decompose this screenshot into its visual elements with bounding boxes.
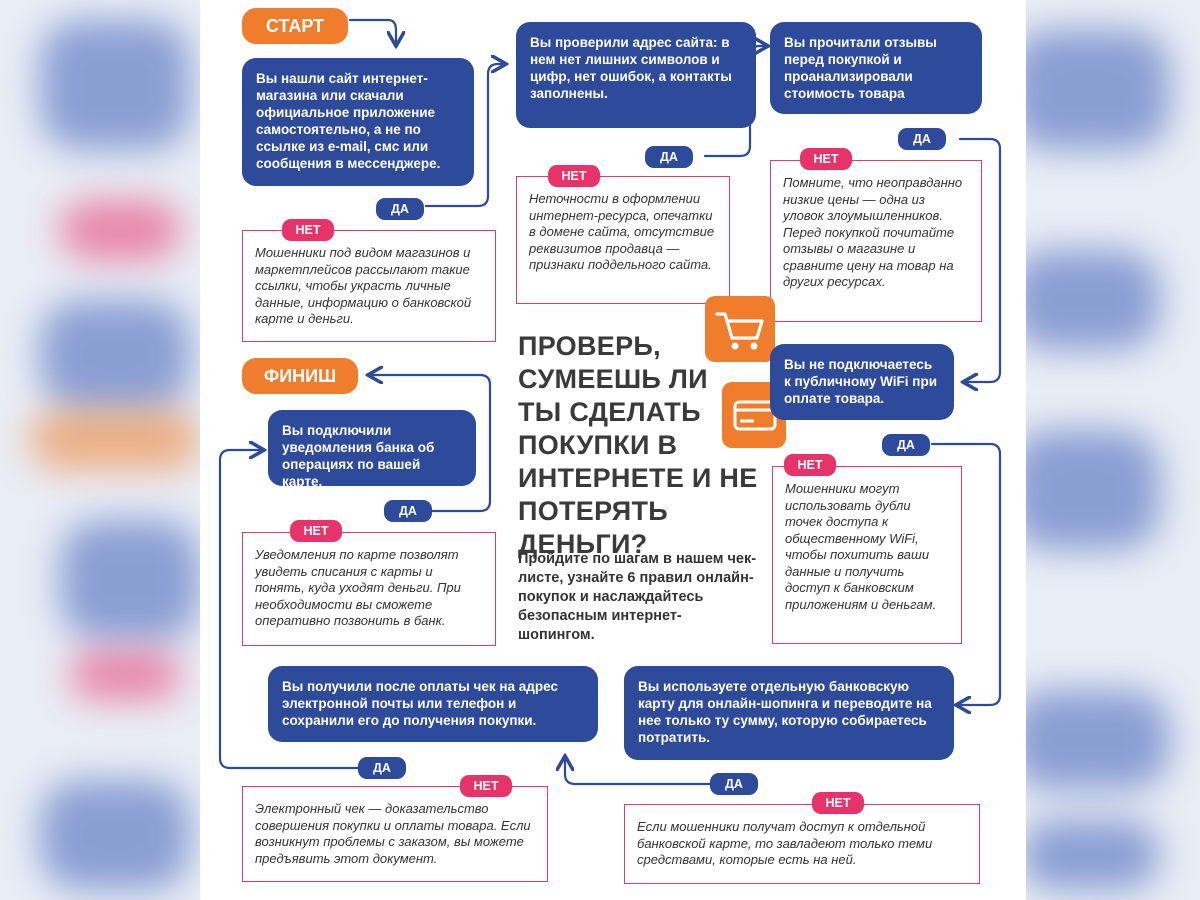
step-1-no: НЕТ: [282, 219, 334, 241]
connector-5-6: [565, 758, 710, 784]
step-6-yes: ДА: [358, 757, 406, 779]
start-label: СТАРТ: [242, 8, 348, 44]
step-2-yes: ДА: [645, 146, 693, 168]
step-7-question: Вы подключили уведомления банка об операциях по вашей карте.: [268, 410, 476, 486]
connector-start: [350, 20, 396, 44]
step-4-no: НЕТ: [784, 454, 836, 476]
step-6-warning: Электронный чек — доказательство совершения покупки и оплаты товара. Если возникнут проблемы с заказом, вы можете предъявить этот документ.: [242, 786, 548, 882]
step-3-warning: Помните, что неоправданно низкие цены — одна из уловок злоумышленников. Перед покупкой почитайте отзывы о магазине и сравните цену на товар на других ресурсах.: [770, 160, 982, 322]
step-4-question: Вы не подключаетесь к публичному WiFi при оплате товара.: [770, 344, 954, 420]
step-3-no: НЕТ: [800, 148, 852, 170]
step-1-warning: Мошенники под видом магазинов и маркетплейсов рассылают такие ссылки, чтобы украсть личные данные, информацию о банковской карте и деньги.: [242, 230, 496, 342]
step-7-warning: Уведомления по карте позволят увидеть списания с карты и понять, куда уходят деньги. При необходимости вы сможете оперативно позвонить в банк.: [242, 532, 496, 646]
step-7-no: НЕТ: [290, 520, 342, 542]
step-7-yes: ДА: [384, 500, 432, 522]
finish-label: ФИНИШ: [242, 358, 358, 394]
step-5-no: НЕТ: [812, 792, 864, 814]
step-2-no: НЕТ: [548, 165, 600, 187]
step-1-question: Вы нашли сайт интернет-магазина или скачали официальное приложение самостоятельно, а не по ссылке из e-mail, смс или сообщения в мессенджере.: [242, 58, 474, 186]
step-3-question: Вы прочитали отзывы перед покупкой и проанализировали стоимость товара: [770, 22, 982, 114]
page-subtitle: Пройдите по шагам в нашем чек-листе, узнайте 6 правил онлайн-покупок и наслаждайтесь безопасным интернет-шопингом.: [518, 551, 757, 643]
step-5-warning: Если мошенники получат доступ к отдельной банковской карте, то завладеют только теми средствами, которые есть на ней.: [624, 804, 980, 884]
step-4-warning: Мошенники могут использовать дубли точек доступа к общественному WiFi, чтобы похитить ваши данные и получить доступ к банковским приложениям и деньгам.: [772, 466, 962, 644]
blurred-background-right: [1000, 0, 1200, 900]
step-3-yes: ДА: [898, 128, 946, 150]
step-2-warning: Неточности в оформлении интернет-ресурса, опечатки в домене сайта, отсутствие реквизитов продавца — признаки поддельного сайта.: [516, 176, 730, 304]
page-title: ПРОВЕРЬ, СУМЕЕШЬ ЛИ ТЫ СДЕЛАТЬ ПОКУПКИ В ИНТЕРНЕТЕ И НЕ ПОТЕРЯТЬ ДЕНЬГИ?: [518, 331, 758, 559]
step-6-no: НЕТ: [460, 775, 512, 797]
step-6-question: Вы получили после оплаты чек на адрес электронной почты или телефон и сохранили его до получения покупки.: [268, 666, 598, 742]
step-5-yes: ДА: [710, 773, 758, 795]
blurred-background-left: [0, 0, 200, 900]
step-2-question: Вы проверили адрес сайта: в нем нет лишних символов и цифр, нет ошибок, а контакты заполнены.: [516, 22, 756, 128]
infographic-poster: [200, 0, 1026, 900]
step-1-yes: ДА: [376, 198, 424, 220]
step-4-yes: ДА: [882, 434, 930, 456]
step-5-question: Вы используете отдельную банковскую карту для онлайн-шопинга и переводите на нее только ту сумму, которую собираетесь потратить.: [624, 666, 954, 760]
